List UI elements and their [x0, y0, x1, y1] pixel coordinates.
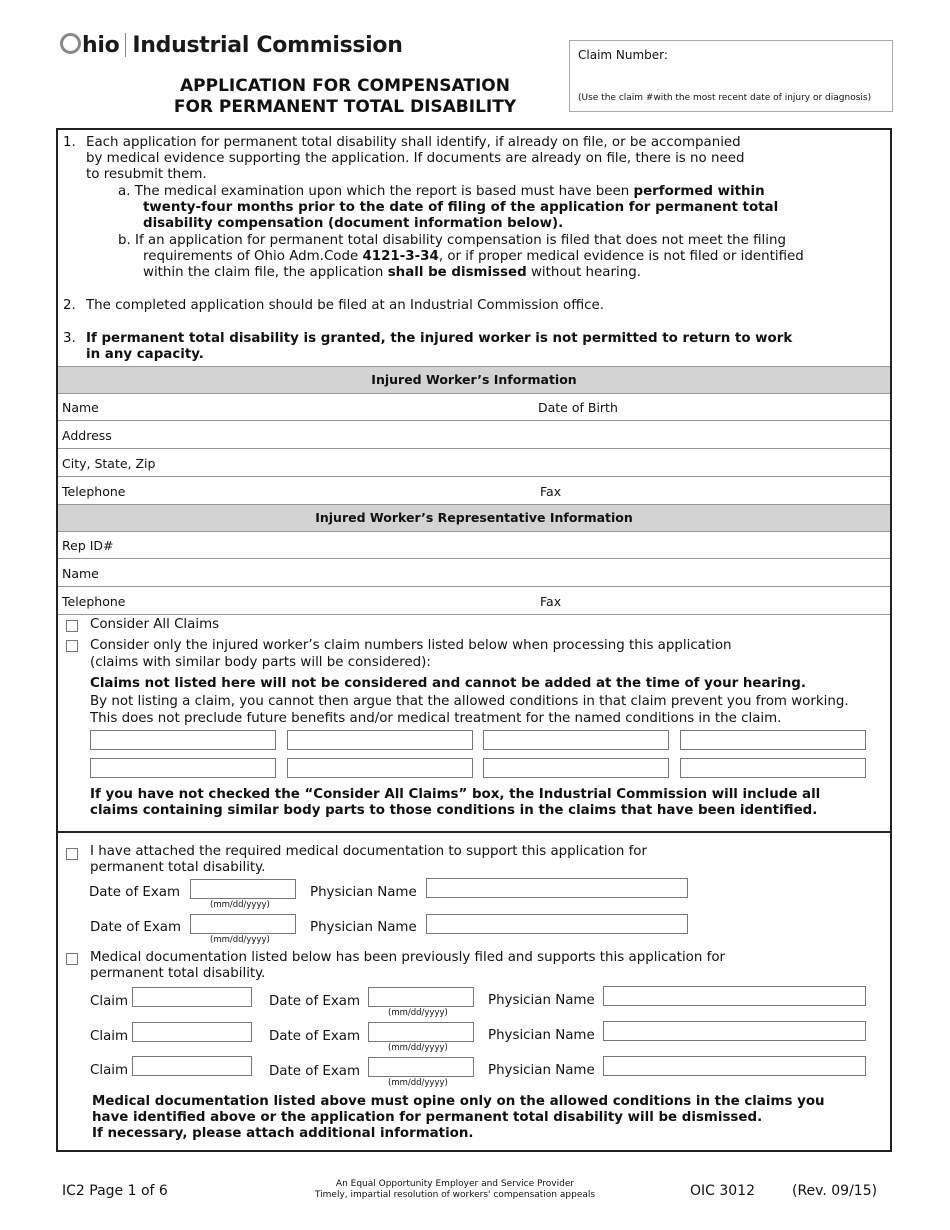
- claim-number-field[interactable]: [569, 40, 893, 112]
- claim-number-input[interactable]: [680, 730, 866, 750]
- claim-number-input[interactable]: [287, 758, 473, 778]
- date-of-exam-input[interactable]: [190, 879, 296, 899]
- ohio-o-mark-icon: [60, 33, 81, 54]
- section-divider: [58, 831, 890, 833]
- footer-tagline: An Equal Opportunity Employer and Service Provider Timely, impartial resolution of workers' compensation appeals: [314, 1179, 596, 1200]
- consider-all-checkbox[interactable]: [66, 620, 78, 632]
- prev-date-input[interactable]: [368, 1057, 474, 1077]
- prev-claim-input[interactable]: [132, 1056, 252, 1076]
- rep-id-row[interactable]: Rep ID#: [58, 531, 890, 559]
- revision: (Rev. 09/15): [792, 1183, 878, 1199]
- attached-docs-checkbox[interactable]: [66, 848, 78, 860]
- rep-name-row[interactable]: Name: [58, 559, 890, 587]
- prev-date-input[interactable]: [368, 1022, 474, 1042]
- worker-name-row[interactable]: Name Date of Birth: [58, 393, 890, 421]
- physician-name-input[interactable]: [426, 878, 688, 898]
- prev-date-input[interactable]: [368, 987, 474, 1007]
- claim-number-input[interactable]: [680, 758, 866, 778]
- ohio-ic-logo: hio Industrial Commission: [60, 33, 403, 58]
- page-number: IC2 Page 1 of 6: [62, 1183, 168, 1199]
- rep-phone-row[interactable]: Telephone Fax: [58, 587, 890, 615]
- claim-number-input[interactable]: [287, 730, 473, 750]
- date-of-exam-input[interactable]: [190, 914, 296, 934]
- form-title: APPLICATION FOR COMPENSATION FOR PERMANENT TOTAL DISABILITY: [173, 76, 517, 117]
- section-header-rep: Injured Worker’s Representative Information: [58, 504, 890, 532]
- claim-number-input[interactable]: [483, 758, 669, 778]
- claim-number-input[interactable]: [90, 758, 276, 778]
- prev-physician-input[interactable]: [603, 986, 866, 1006]
- prev-physician-input[interactable]: [603, 1056, 866, 1076]
- consider-only-checkbox[interactable]: [66, 640, 78, 652]
- section-header-worker: Injured Worker’s Information: [58, 366, 890, 394]
- physician-name-input[interactable]: [426, 914, 688, 934]
- form-number: OIC 3012: [690, 1183, 756, 1199]
- worker-city-row[interactable]: City, State, Zip: [58, 449, 890, 477]
- worker-address-row[interactable]: Address: [58, 421, 890, 449]
- claim-number-note: (Use the claim #with the most recent date of injury or diagnosis): [578, 93, 872, 103]
- worker-phone-row[interactable]: Telephone Fax: [58, 477, 890, 505]
- prev-claim-input[interactable]: [132, 1022, 252, 1042]
- claim-number-label: Claim Number:: [578, 48, 668, 62]
- claim-number-input[interactable]: [483, 730, 669, 750]
- prev-physician-input[interactable]: [603, 1021, 866, 1041]
- prev-claim-input[interactable]: [132, 987, 252, 1007]
- previously-filed-checkbox[interactable]: [66, 953, 78, 965]
- claim-number-input[interactable]: [90, 730, 276, 750]
